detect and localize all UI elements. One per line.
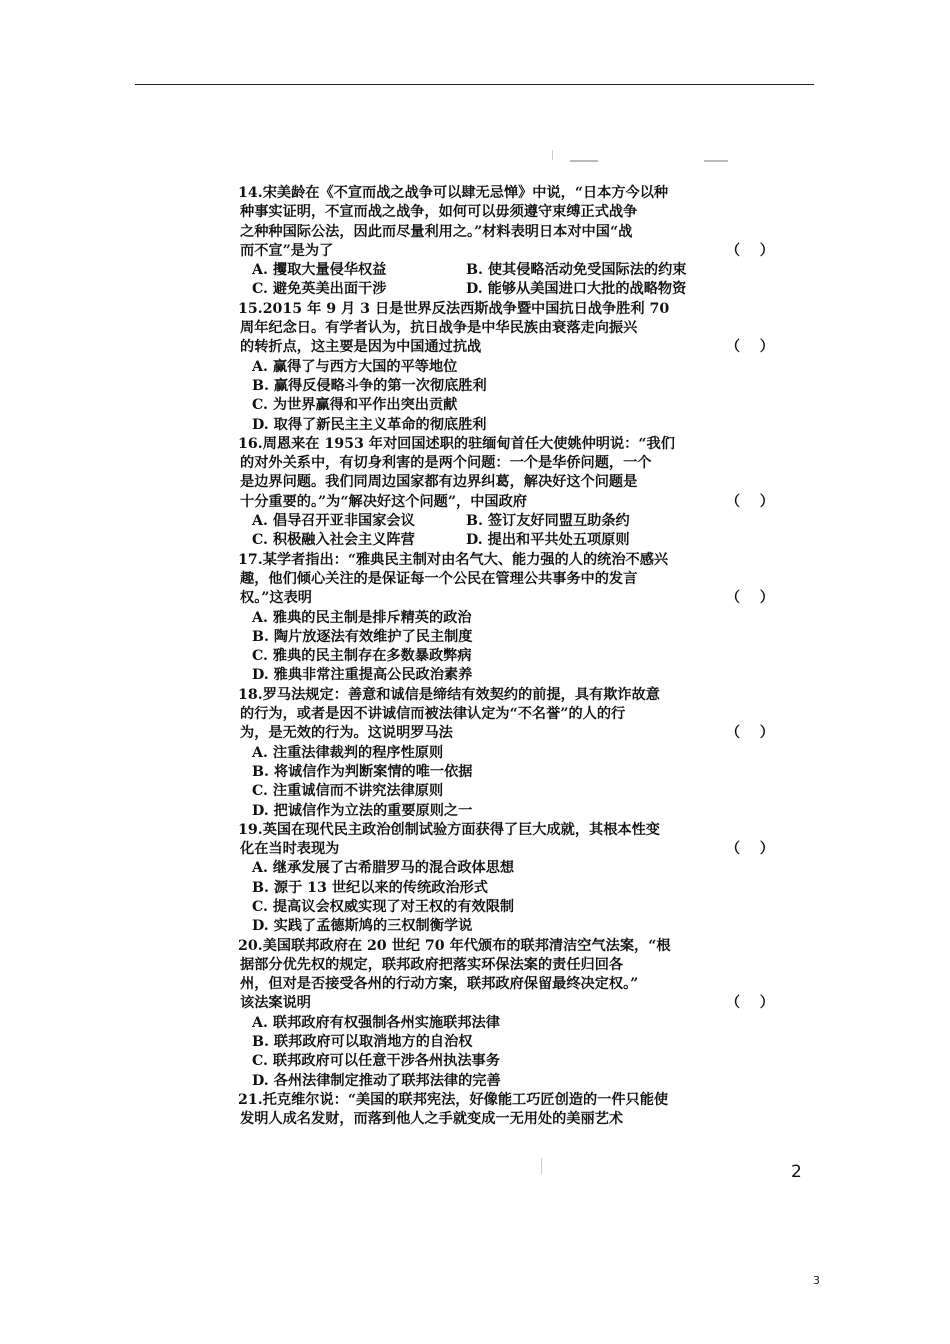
- answer-option: B. 陶片放逐法有效维护了民主制度: [252, 628, 473, 645]
- answer-option: D. 提出和平共处五项原则: [466, 532, 630, 549]
- option-row: [240, 261, 780, 280]
- header-rule: [135, 84, 814, 85]
- question-stem-line: 周年纪念日。有学者认为，抗日战争是中华民族由衰落走向振兴: [240, 320, 638, 337]
- answer-option: D. 能够从美国进口大批的战略物资: [466, 281, 687, 298]
- question-stem-last-line: 十分重要的。”为“解决好这个问题”，中国政府 （ ）: [240, 493, 780, 512]
- scan-mark: [552, 150, 553, 160]
- answer-blank: （ ）: [725, 725, 774, 742]
- answer-option: A. 攫取大量侵华权益: [252, 262, 387, 279]
- question-number: 19.: [238, 821, 263, 838]
- question-stem-line: 15.2015 年 9 月 3 日是世界反法西斯战争暨中国抗日战争胜利 70: [238, 300, 670, 317]
- answer-option: B. 使其侵略活动免受国际法的约束: [466, 262, 687, 279]
- answer-option: C. 提高议会权威实现了对王权的有效限制: [252, 898, 515, 915]
- answer-blank: （ ）: [725, 242, 774, 259]
- page-number: 3: [813, 1274, 820, 1287]
- question-stem-last-line: 权。”这表明 （ ）: [240, 589, 780, 608]
- answer-blank: （ ）: [725, 590, 774, 607]
- answer-option: C. 避免英美出面干涉: [252, 281, 387, 298]
- question-20: [240, 937, 780, 1091]
- answer-option: D. 把诚信作为立法的重要原则之一: [252, 802, 473, 819]
- scan-speck: [704, 160, 728, 162]
- answer-option: A. 注重法律裁判的程序性原则: [252, 744, 444, 761]
- question-number: 16.: [238, 435, 263, 452]
- option-row: [240, 280, 780, 299]
- question-stem-line: 据部分优先权的规定，联邦政府把落实环保法案的责任归回各: [240, 956, 624, 973]
- answer-option: B. 源于 13 世纪以来的传统政治形式: [252, 879, 488, 896]
- option-row: [240, 531, 780, 550]
- answer-option: C. 为世界赢得和平作出突出贡献: [252, 397, 458, 414]
- question-15: [240, 300, 780, 435]
- answer-option: D. 各州法律制定推动了联邦法律的完善: [252, 1072, 501, 1089]
- answer-option: B. 赢得反侵略斗争的第一次彻底胜利: [252, 377, 487, 394]
- answer-option: A. 雅典的民主制是排斥精英的政治: [252, 609, 472, 626]
- question-stem-last-line: 的转折点，这主要是因为中国通过抗战 （ ）: [240, 338, 780, 357]
- question-stem-line: 的对外关系中，有切身利害的是两个问题：一个是华侨问题，一个: [240, 455, 652, 472]
- question-stem-line: 21.托克维尔说：“美国的联邦宪法，好像能工巧匠创造的一件只能使: [238, 1091, 669, 1108]
- answer-option: C. 雅典的民主制存在多数暴政弊病: [252, 648, 472, 665]
- question-stem-last-line: 为，是无效的行为。这说明罗马法 （ ）: [240, 724, 780, 743]
- question-stem-last-line: 而不宣”是为了 （ ）: [240, 242, 780, 261]
- answer-option: D. 雅典非常注重提高公民政治素养: [252, 667, 473, 684]
- question-stem-line: 之种种国际公法，因此而尽量利用之。”材料表明日本对中国“战: [240, 223, 633, 240]
- answer-option: C. 积极融入社会主义阵营: [252, 532, 415, 549]
- question-19: [240, 821, 780, 937]
- answer-blank: （ ）: [725, 841, 774, 858]
- question-number: 21.: [238, 1091, 263, 1108]
- question-stem-line: 17.某学者指出：“雅典民主制对由名气大、能力强的人的统治不感兴: [238, 551, 669, 568]
- answer-option: D. 实践了孟德斯鸠的三权制衡学说: [252, 918, 473, 935]
- question-stem-line: 的行为，或者是因不讲诚信而被法律认定为“不名誉”的人的行: [240, 706, 626, 723]
- question-stem-line: 19.英国在现代民主政治创制试验方面获得了巨大成就，其根本性变: [238, 821, 660, 838]
- scan-speck: [570, 160, 598, 162]
- answer-option: C. 联邦政府可以任意干涉各州执法事务: [252, 1053, 500, 1070]
- question-21: [240, 1091, 780, 1130]
- answer-option: C. 注重诚信而不讲究法律原则: [252, 783, 444, 800]
- question-stem-line: 16.周恩来在 1953 年对回国述职的驻缅甸首任大使姚仲明说：“我们: [238, 435, 675, 452]
- answer-option: B. 签订友好同盟互助条约: [466, 513, 630, 530]
- question-18: [240, 686, 780, 821]
- answer-option: B. 联邦政府可以取消地方的自治权: [252, 1034, 473, 1051]
- page-number-scanned: 2: [791, 1162, 802, 1182]
- question-number: 14.: [238, 185, 263, 201]
- question-number: 20.: [238, 937, 263, 954]
- answer-option: A. 继承发展了古希腊罗马的混合政体思想: [252, 860, 515, 877]
- question-number: 17.: [238, 551, 263, 568]
- answer-option: A. 倡导召开亚非国家会议: [252, 513, 415, 530]
- answer-blank: （ ）: [725, 493, 774, 510]
- question-stem-last-line: 该法案说明 （ ）: [240, 994, 780, 1013]
- question-number: 15.: [238, 300, 263, 317]
- question-stem-line: 趣，他们倾心关注的是保证每一个公民在管理公共事务中的发言: [240, 570, 638, 587]
- question-stem-line: 是边界问题。我们同周边国家都有边界纠葛，解决好这个问题是: [240, 474, 638, 491]
- question-16: [240, 435, 780, 551]
- answer-blank: （ ）: [725, 995, 774, 1012]
- question-stem-line: 州，但对是否接受各州的行动方案，联邦政府保留最终决定权。”: [240, 976, 639, 993]
- question-14: [240, 184, 780, 300]
- answer-blank: （ ）: [725, 339, 774, 356]
- question-stem-line: 14.宋美龄在《不宣而战之战争可以肆无忌惮》中说，“日本方今以种: [238, 185, 669, 201]
- scan-mark: [541, 1158, 542, 1174]
- question-stem-line: 18.罗马法规定：善意和诚信是缔结有效契约的前提，具有欺诈故意: [238, 686, 660, 703]
- answer-option: D. 取得了新民主主义革命的彻底胜利: [252, 416, 487, 433]
- answer-option: B. 将诚信作为判断案情的唯一依据: [252, 763, 473, 780]
- question-stem-line: 发明人成名发财，而落到他人之手就变成一无用处的美丽艺术: [240, 1111, 624, 1128]
- answer-option: A. 联邦政府有权强制各州实施联邦法律: [252, 1014, 500, 1031]
- question-17: [240, 551, 780, 686]
- question-stem-last-line: 化在当时表现为 （ ）: [240, 840, 780, 859]
- question-list: [240, 184, 780, 1130]
- answer-option: A. 赢得了与西方大国的平等地位: [252, 358, 458, 375]
- question-stem-line: 20.美国联邦政府在 20 世纪 70 年代颁布的联邦清洁空气法案，“根: [238, 937, 671, 954]
- option-row: [240, 512, 780, 531]
- question-number: 18.: [238, 686, 263, 703]
- question-stem-line: 种事实证明，不宣而战之战争，如何可以毋须遵守束缚正式战争: [240, 204, 638, 221]
